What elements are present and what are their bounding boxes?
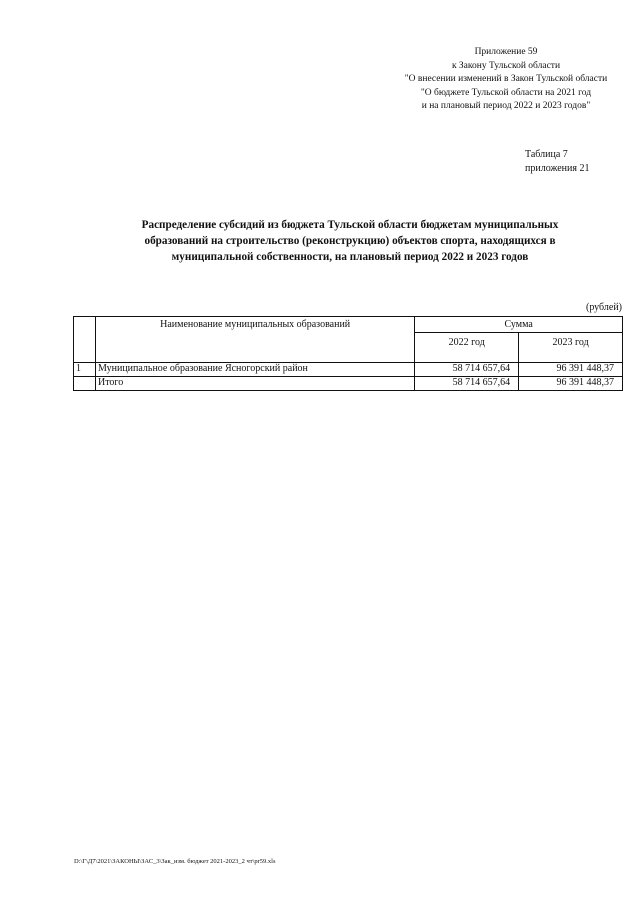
total-row bbox=[74, 377, 623, 391]
title-line: образований на строительство (реконструкцию) объектов спорта, находящихся в bbox=[144, 235, 556, 247]
header-line: и на плановый период 2022 и 2023 годов" bbox=[421, 101, 591, 111]
title-line: Распределение субсидий из бюджета Тульской области бюджетам муниципальных bbox=[141, 219, 559, 231]
table-number: Таблица 7 bbox=[525, 149, 568, 160]
total-number-cell bbox=[74, 377, 96, 391]
document-title bbox=[100, 217, 600, 265]
total-label: Итого bbox=[95, 377, 414, 391]
appendix-number: приложения 21 bbox=[525, 163, 590, 174]
year-2023-header: 2023 год bbox=[519, 333, 623, 363]
year-2022-header: 2022 год bbox=[415, 333, 519, 363]
file-path-footer: D:\Г\Д7\2021\ЗАКОНЫ\ЗАС_3\Зак_изм. бюджет 2021-2023_2 чт\pr59.xls bbox=[74, 858, 276, 865]
row-name: Муниципальное образование Ясногорский район bbox=[95, 363, 414, 377]
row-number: 1 bbox=[74, 363, 96, 377]
units-label: (рублей) bbox=[585, 302, 622, 313]
sum-header-cell: Сумма bbox=[415, 317, 623, 333]
table-reference bbox=[525, 148, 589, 176]
name-header-cell: Наименование муниципальных образований bbox=[95, 317, 414, 363]
header-line: Приложение 59 bbox=[474, 47, 538, 57]
total-value-2022: 58 714 657,64 bbox=[415, 377, 519, 391]
title-line: муниципальной собственности, на плановый период 2022 и 2023 годов bbox=[171, 251, 529, 263]
row-value-2022: 58 714 657,64 bbox=[415, 363, 519, 377]
total-value-2023: 96 391 448,37 bbox=[519, 377, 623, 391]
header-line: "О внесении изменений в Закон Тульской области bbox=[404, 74, 608, 84]
row-value-2023: 96 391 448,37 bbox=[519, 363, 623, 377]
number-header-cell bbox=[74, 317, 96, 363]
table-header-row bbox=[74, 317, 623, 333]
header-line: "О бюджете Тульской области на 2021 год bbox=[420, 87, 592, 98]
appendix-header bbox=[386, 46, 626, 114]
subsidy-table bbox=[73, 316, 623, 391]
table-row bbox=[74, 363, 623, 377]
header-line: к Закону Тульской области bbox=[451, 60, 561, 71]
